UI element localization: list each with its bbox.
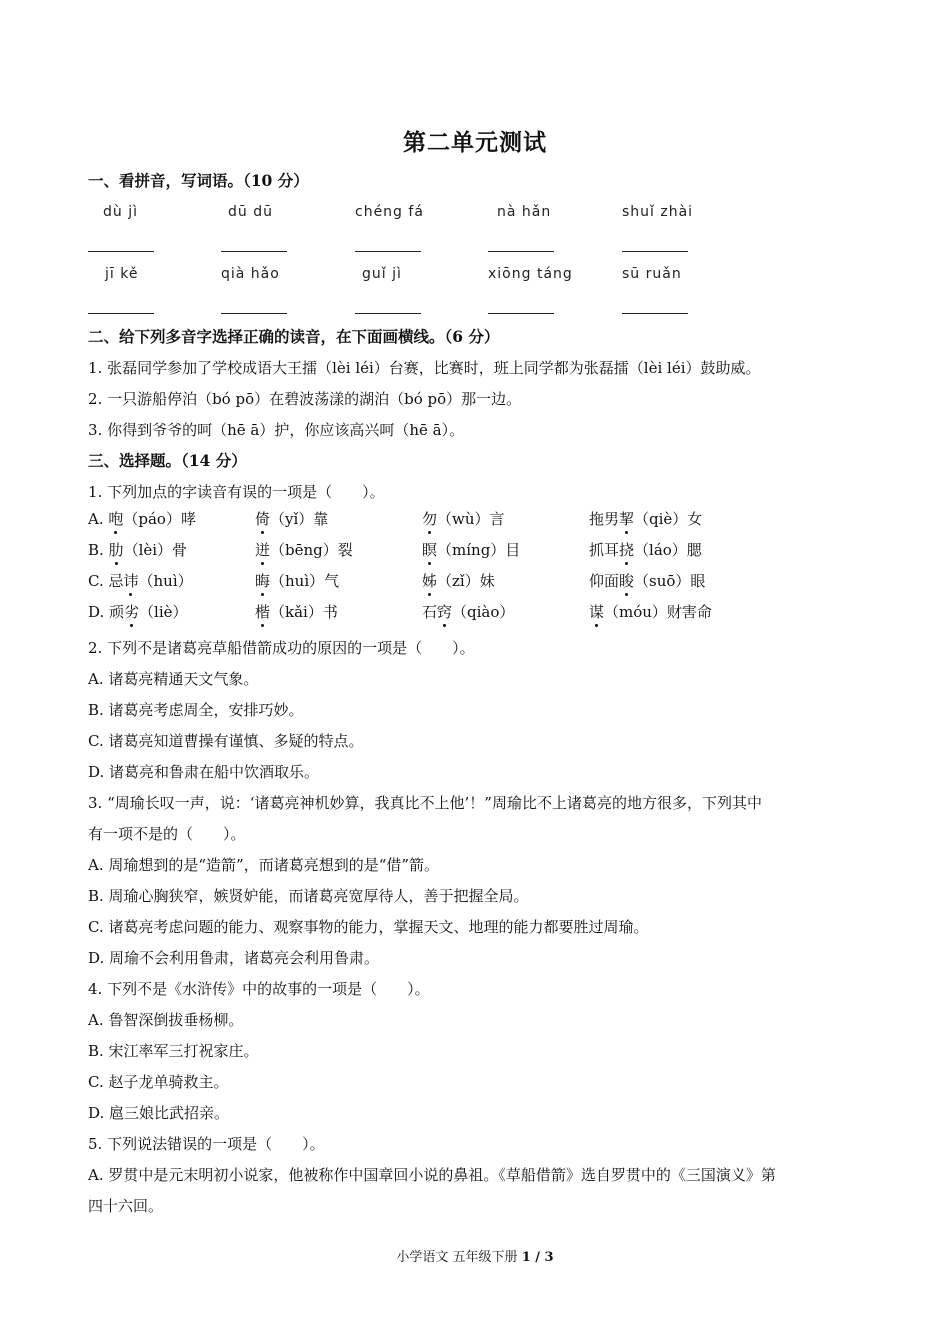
answer-option: A. 鲁智深倒拔垂杨柳。 bbox=[88, 1011, 244, 1029]
pinyin-prompt: dù jì bbox=[103, 204, 138, 220]
page-title: 第二单元测试 bbox=[403, 129, 547, 156]
pinyin-prompt: chéng fá bbox=[355, 204, 424, 220]
page-number: 1 / 3 bbox=[521, 1250, 554, 1265]
question-item: 2. 一只游船停泊（bó pō）在碧波荡漾的湖泊（bó pō）那一边。 bbox=[88, 390, 522, 408]
answer-option: A. 周瑜想到的是“造箭”，而诸葛亮想到的是“借”箭。 bbox=[88, 856, 440, 874]
answer-option: B. 肋（lèi）骨 bbox=[88, 541, 188, 559]
pinyin-prompt: shuǐ zhài bbox=[622, 204, 694, 220]
answer-option: D. 扈三娘比武招亲。 bbox=[88, 1104, 230, 1122]
answer-option: A. 咆（páo）哮 bbox=[88, 510, 196, 528]
answer-option: D. 周瑜不会利用鲁肃，诸葛亮会利用鲁肃。 bbox=[88, 949, 380, 967]
answer-option: 迸（bēng）裂 bbox=[255, 541, 353, 559]
answer-option: C. 忌讳（huì） bbox=[88, 572, 193, 590]
answer-blank[interactable] bbox=[355, 313, 421, 314]
answer-option-continued: 四十六回。 bbox=[88, 1197, 164, 1215]
section-1-heading: 一、看拼音，写词语。（10 分） bbox=[88, 171, 309, 190]
answer-option: 姊（zǐ）妹 bbox=[422, 572, 495, 590]
answer-option: 倚（yǐ）靠 bbox=[255, 510, 329, 528]
answer-option: 勿（wù）言 bbox=[422, 510, 505, 528]
answer-blank[interactable] bbox=[488, 251, 554, 252]
answer-option: C. 赵子龙单骑救主。 bbox=[88, 1073, 229, 1091]
pinyin-prompt: qià hǎo bbox=[221, 266, 280, 282]
answer-blank[interactable] bbox=[622, 251, 688, 252]
answer-blank[interactable] bbox=[622, 313, 688, 314]
pinyin-prompt: sū ruǎn bbox=[622, 266, 682, 282]
section-2-heading: 二、给下列多音字选择正确的读音，在下面画横线。（6 分） bbox=[88, 327, 500, 346]
answer-option: 仰面睃（suō）眼 bbox=[589, 572, 706, 590]
answer-option: C. 诸葛亮知道曹操有谨慎、多疑的特点。 bbox=[88, 732, 364, 750]
pinyin-prompt: dū dū bbox=[228, 204, 273, 220]
answer-option: D. 诸葛亮和鲁肃在船中饮酒取乐。 bbox=[88, 763, 320, 781]
answer-option: 谋（móu）财害命 bbox=[589, 603, 712, 621]
answer-blank[interactable] bbox=[355, 251, 421, 252]
answer-option: 楷（kǎi）书 bbox=[255, 603, 338, 621]
answer-option: B. 宋江率军三打祝家庄。 bbox=[88, 1042, 259, 1060]
answer-option: 晦（huì）气 bbox=[255, 572, 340, 590]
answer-option: B. 周瑜心胸狭窄，嫉贤妒能，而诸葛亮宽厚待人，善于把握全局。 bbox=[88, 887, 529, 905]
question-item: 3. 你得到爷爷的呵（hē ā）护，你应该高兴呵（hē ā）。 bbox=[88, 421, 465, 439]
answer-blank[interactable] bbox=[88, 313, 154, 314]
pinyin-prompt: xiōng táng bbox=[488, 266, 573, 282]
answer-option: 瞑（míng）目 bbox=[422, 541, 521, 559]
answer-option: 抓耳挠（láo）腮 bbox=[589, 541, 702, 559]
answer-option: C. 诸葛亮考虑问题的能力、观察事物的能力，掌握天文、地理的能力都要胜过周瑜。 bbox=[88, 918, 649, 936]
pinyin-prompt: jī kě bbox=[105, 266, 139, 282]
answer-option: 石窍（qiào） bbox=[422, 603, 515, 621]
question-stem-continued: 有一项不是的（ ）。 bbox=[88, 825, 246, 843]
answer-blank[interactable] bbox=[221, 313, 287, 314]
answer-option: D. 顽劣（liè） bbox=[88, 603, 188, 621]
page-footer bbox=[0, 1246, 950, 1265]
question-stem: 1. 下列加点的字读音有误的一项是（ ）。 bbox=[88, 483, 385, 501]
answer-option: B. 诸葛亮考虑周全，安排巧妙。 bbox=[88, 701, 304, 719]
question-stem: 5. 下列说法错误的一项是（ ）。 bbox=[88, 1135, 325, 1153]
pinyin-prompt: nà hǎn bbox=[497, 204, 552, 220]
question-stem: 2. 下列不是诸葛亮草船借箭成功的原因的一项是（ ）。 bbox=[88, 639, 475, 657]
answer-option: A. 诸葛亮精通天文气象。 bbox=[88, 670, 259, 688]
footer-label: 小学语文 五年级下册 bbox=[396, 1250, 522, 1265]
pinyin-prompt: guǐ jì bbox=[362, 266, 402, 282]
answer-option: 拖男挈（qiè）女 bbox=[589, 510, 703, 528]
question-item: 1. 张磊同学参加了学校成语大王擂（lèi léi）台赛，比赛时，班上同学都为张磊擂（lèi léi）鼓助威。 bbox=[88, 359, 761, 377]
answer-blank[interactable] bbox=[221, 251, 287, 252]
question-stem: 4. 下列不是《水浒传》中的故事的一项是（ ）。 bbox=[88, 980, 430, 998]
question-stem: 3. “周瑜长叹一声，说：‘诸葛亮神机妙算，我真比不上他’！”周瑜比不上诸葛亮的地方很多，下列其中 bbox=[88, 794, 762, 812]
answer-blank[interactable] bbox=[88, 251, 154, 252]
answer-option: A. 罗贯中是元末明初小说家，他被称作中国章回小说的鼻祖。《草船借箭》选自罗贯中的《三国演义》第 bbox=[88, 1166, 776, 1184]
section-3-heading: 三、选择题。（14 分） bbox=[88, 451, 247, 470]
answer-blank[interactable] bbox=[488, 313, 554, 314]
